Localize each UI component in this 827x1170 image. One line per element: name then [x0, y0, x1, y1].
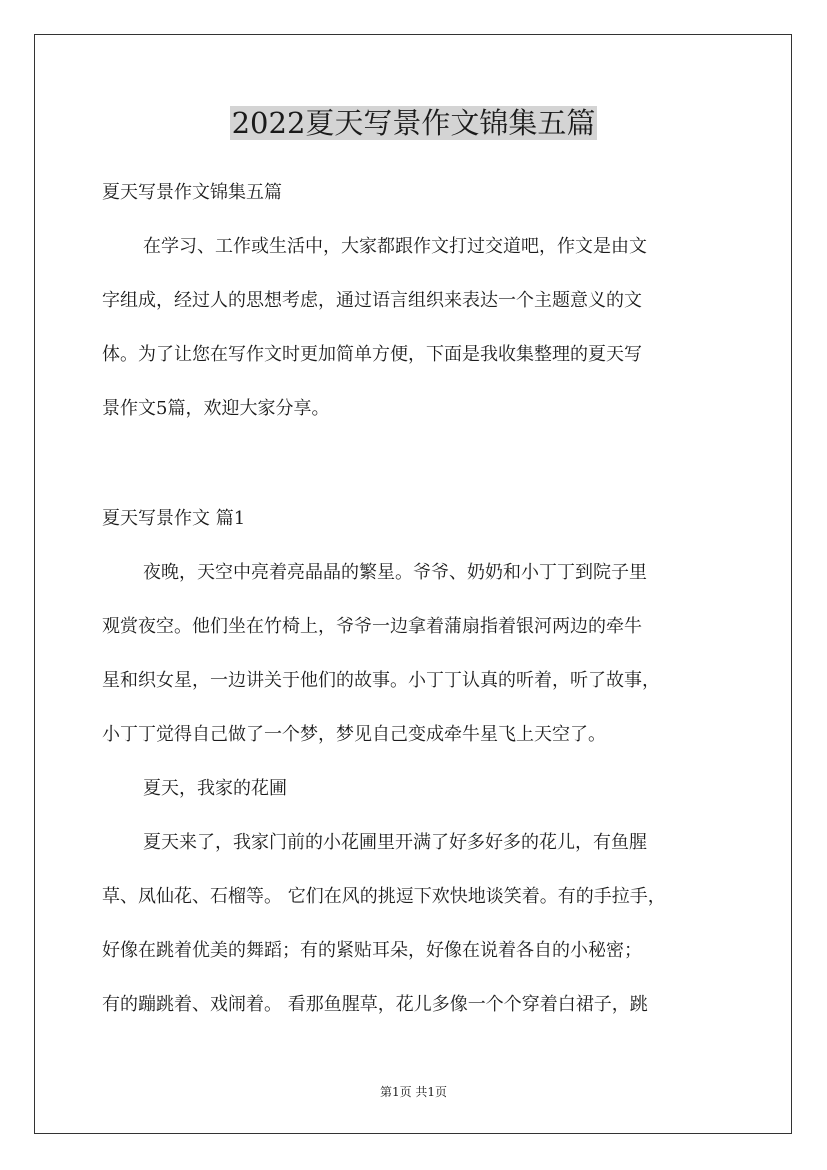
document-subtitle: 夏天写景作文锦集五篇: [102, 182, 282, 203]
section1-line-2: 观赏夜空。他们坐在竹椅上，爷爷一边拿着蒲扇指着银河两边的牵牛: [102, 616, 642, 637]
section2-heading: 夏天，我家的花圃: [143, 778, 287, 799]
intro-line-1: 在学习、工作或生活中，大家都跟作文打过交道吧，作文是由文: [143, 236, 647, 257]
section1-heading: 夏天写景作文 篇1: [102, 508, 246, 529]
page-number-footer: 第1页 共1页: [379, 1085, 448, 1099]
section2-line-4: 有的蹦跳着、戏闹着。 看那鱼腥草，花儿多像一个个穿着白裙子，跳: [102, 994, 648, 1015]
section1-line-1: 夜晚，天空中亮着亮晶晶的繁星。爷爷、奶奶和小丁丁到院子里: [143, 562, 647, 583]
section1-line-3: 星和织女星，一边讲关于他们的故事。小丁丁认真的听着，听了故事，: [102, 670, 660, 691]
section2-line-3: 好像在跳着优美的舞蹈；有的紧贴耳朵，好像在说着各自的小秘密；: [102, 940, 642, 961]
section2-line-1: 夏天来了，我家门前的小花圃里开满了好多好多的花儿，有鱼腥: [143, 832, 647, 853]
section1-line-4: 小丁丁觉得自己做了一个梦，梦见自己变成牵牛星飞上天空了。: [102, 724, 606, 745]
intro-line-4: 景作文5篇，欢迎大家分享。: [102, 398, 330, 419]
intro-line-2: 字组成，经过人的思想考虑，通过语言组织来表达一个主题意义的文: [102, 290, 642, 311]
intro-line-3: 体。为了让您在写作文时更加简单方便，下面是我收集整理的夏天写: [102, 344, 642, 365]
section2-line-2: 草、凤仙花、石榴等。 它们在风的挑逗下欢快地谈笑着。有的手拉手，: [102, 886, 666, 907]
document-title: 2022夏天写景作文锦集五篇: [231, 106, 596, 140]
